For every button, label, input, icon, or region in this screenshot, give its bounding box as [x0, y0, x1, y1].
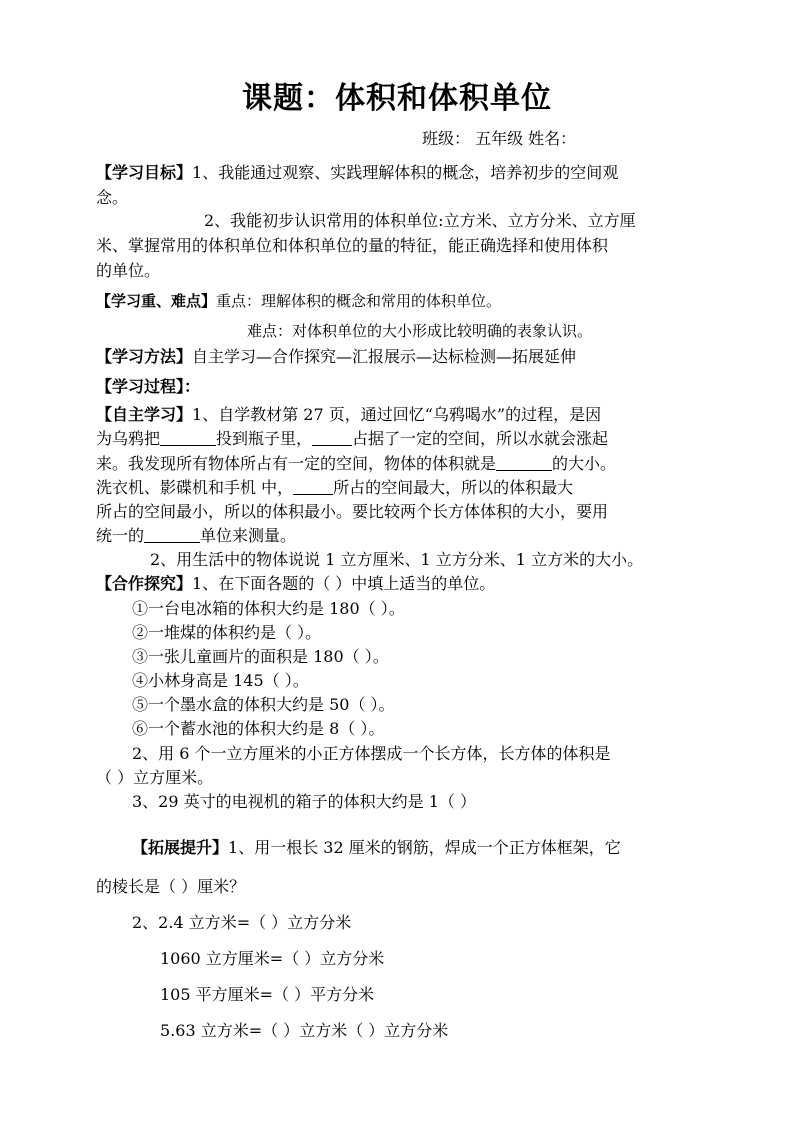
objectives-item1-a: 1、我能通过观察、实践理解体积的概念，培养初步的空间观	[192, 163, 619, 182]
objectives-line-1	[96, 162, 618, 184]
method-line	[96, 346, 576, 368]
class-name-line: 班级： 五年级 姓名：	[422, 129, 577, 148]
self-study-line-3: 来。我发现所有物体所占有一定的空间，物体的体积就是 的大小。	[96, 454, 617, 473]
explore-label: 【合作探究】	[96, 574, 193, 593]
method-label: 【学习方法】	[96, 347, 193, 366]
key-points-difficulty: 难点：对体积单位的大小形成比较明确的表象认识。	[247, 322, 593, 340]
extension-q2-2: 1060 立方厘米=（ ）立方分米	[160, 949, 385, 968]
blank-1[interactable]	[160, 429, 216, 446]
self-study-line-6: 统一的 单位来测量。	[96, 526, 297, 545]
extension-q2-1: 2、2.4 立方米=（ ）立方分米	[132, 913, 352, 932]
self-study-line-2: 为乌鸦把 投到瓶子里， 占据了一定的空间，所以水就会涨起	[96, 429, 609, 448]
explore-item-4: ④小林身高是 145（ ）。	[132, 671, 309, 690]
objectives-line-5: 的单位。	[96, 261, 161, 280]
explore-item-6: ⑥一个蓄水池的体积大约是 8（ ）。	[132, 719, 385, 738]
objectives-line-3: 2、我能初步认识常用的体积单位:立方米、立方分米、立方厘	[204, 211, 636, 230]
self-study-q2: 2、用生活中的物体说说 1 立方厘米、1 立方分米、1 立方米的大小。	[150, 550, 644, 569]
self-study-label: 【自主学习】	[96, 405, 193, 424]
self-study-line-1	[96, 404, 601, 426]
extension-label: 【拓展提升】	[132, 838, 229, 857]
key-points-line	[96, 290, 501, 312]
blank-4[interactable]	[293, 478, 333, 495]
self-study-l1: 1、自学教材第 27 页，通过回忆“乌鸦喝水”的过程，是因	[192, 405, 602, 424]
explore-item-2: ②一堆煤的体积约是（ ）。	[132, 623, 322, 642]
explore-item-5: ⑤一个墨水盒的体积大约是 50（ ）。	[132, 695, 395, 714]
extension-q2-3: 105 平方厘米=（ ）平方分米	[160, 985, 375, 1004]
explore-q2-a: 2、用 6 个一立方厘米的小正方体摆成一个长方体，长方体的体积是	[132, 744, 611, 763]
explore-intro: 【合作探究】1、在下面各题的（ ）中填上适当的单位。	[96, 574, 496, 593]
explore-item-1: ①一台电冰箱的体积大约是 180（ ）。	[132, 599, 405, 618]
page-title: 课题：体积和体积单位	[242, 81, 552, 116]
self-study-line-5: 所占的空间最小，所以的体积最小。要比较两个长方体体积的大小，要用	[96, 502, 609, 521]
objectives-line-4: 米、掌握常用的体积单位和体积单位的量的特征，能正确选择和使用体积	[96, 236, 609, 255]
extension-q2-4: 5.63 立方米=（ ）立方米（ ）立方分米	[160, 1021, 449, 1040]
key-points-label: 【学习重、难点】	[96, 292, 217, 310]
self-study-line-4: 洗衣机、影碟机和手机 中， 所占的空间最大，所以的体积最大	[96, 478, 574, 497]
explore-q3: 3、29 英寸的电视机的箱子的体积大约是 1（ ）	[132, 792, 476, 811]
objectives-label: 【学习目标】	[96, 163, 193, 182]
extension-q1-a: 【拓展提升】1、用一根长 32 厘米的钢筋，焊成一个正方体框架，它	[132, 838, 621, 857]
method-text: 自主学习—合作探究—汇报展示—达标检测—拓展延伸	[192, 347, 577, 366]
objectives-line-2: 念。	[96, 188, 129, 207]
blank-2[interactable]	[312, 429, 352, 446]
process-label: 【学习过程】：	[96, 377, 201, 396]
explore-q2-b: （ ）立方厘米。	[96, 768, 214, 787]
key-points-focus: 重点：理解体积的概念和常用的体积单位。	[216, 292, 502, 310]
blank-5[interactable]	[144, 526, 200, 543]
explore-item-3: ③一张儿童画片的面积是 180（ ）。	[132, 647, 389, 666]
extension-q1-b: 的棱长是（ ）厘米？	[96, 877, 246, 896]
blank-3[interactable]	[496, 454, 552, 471]
